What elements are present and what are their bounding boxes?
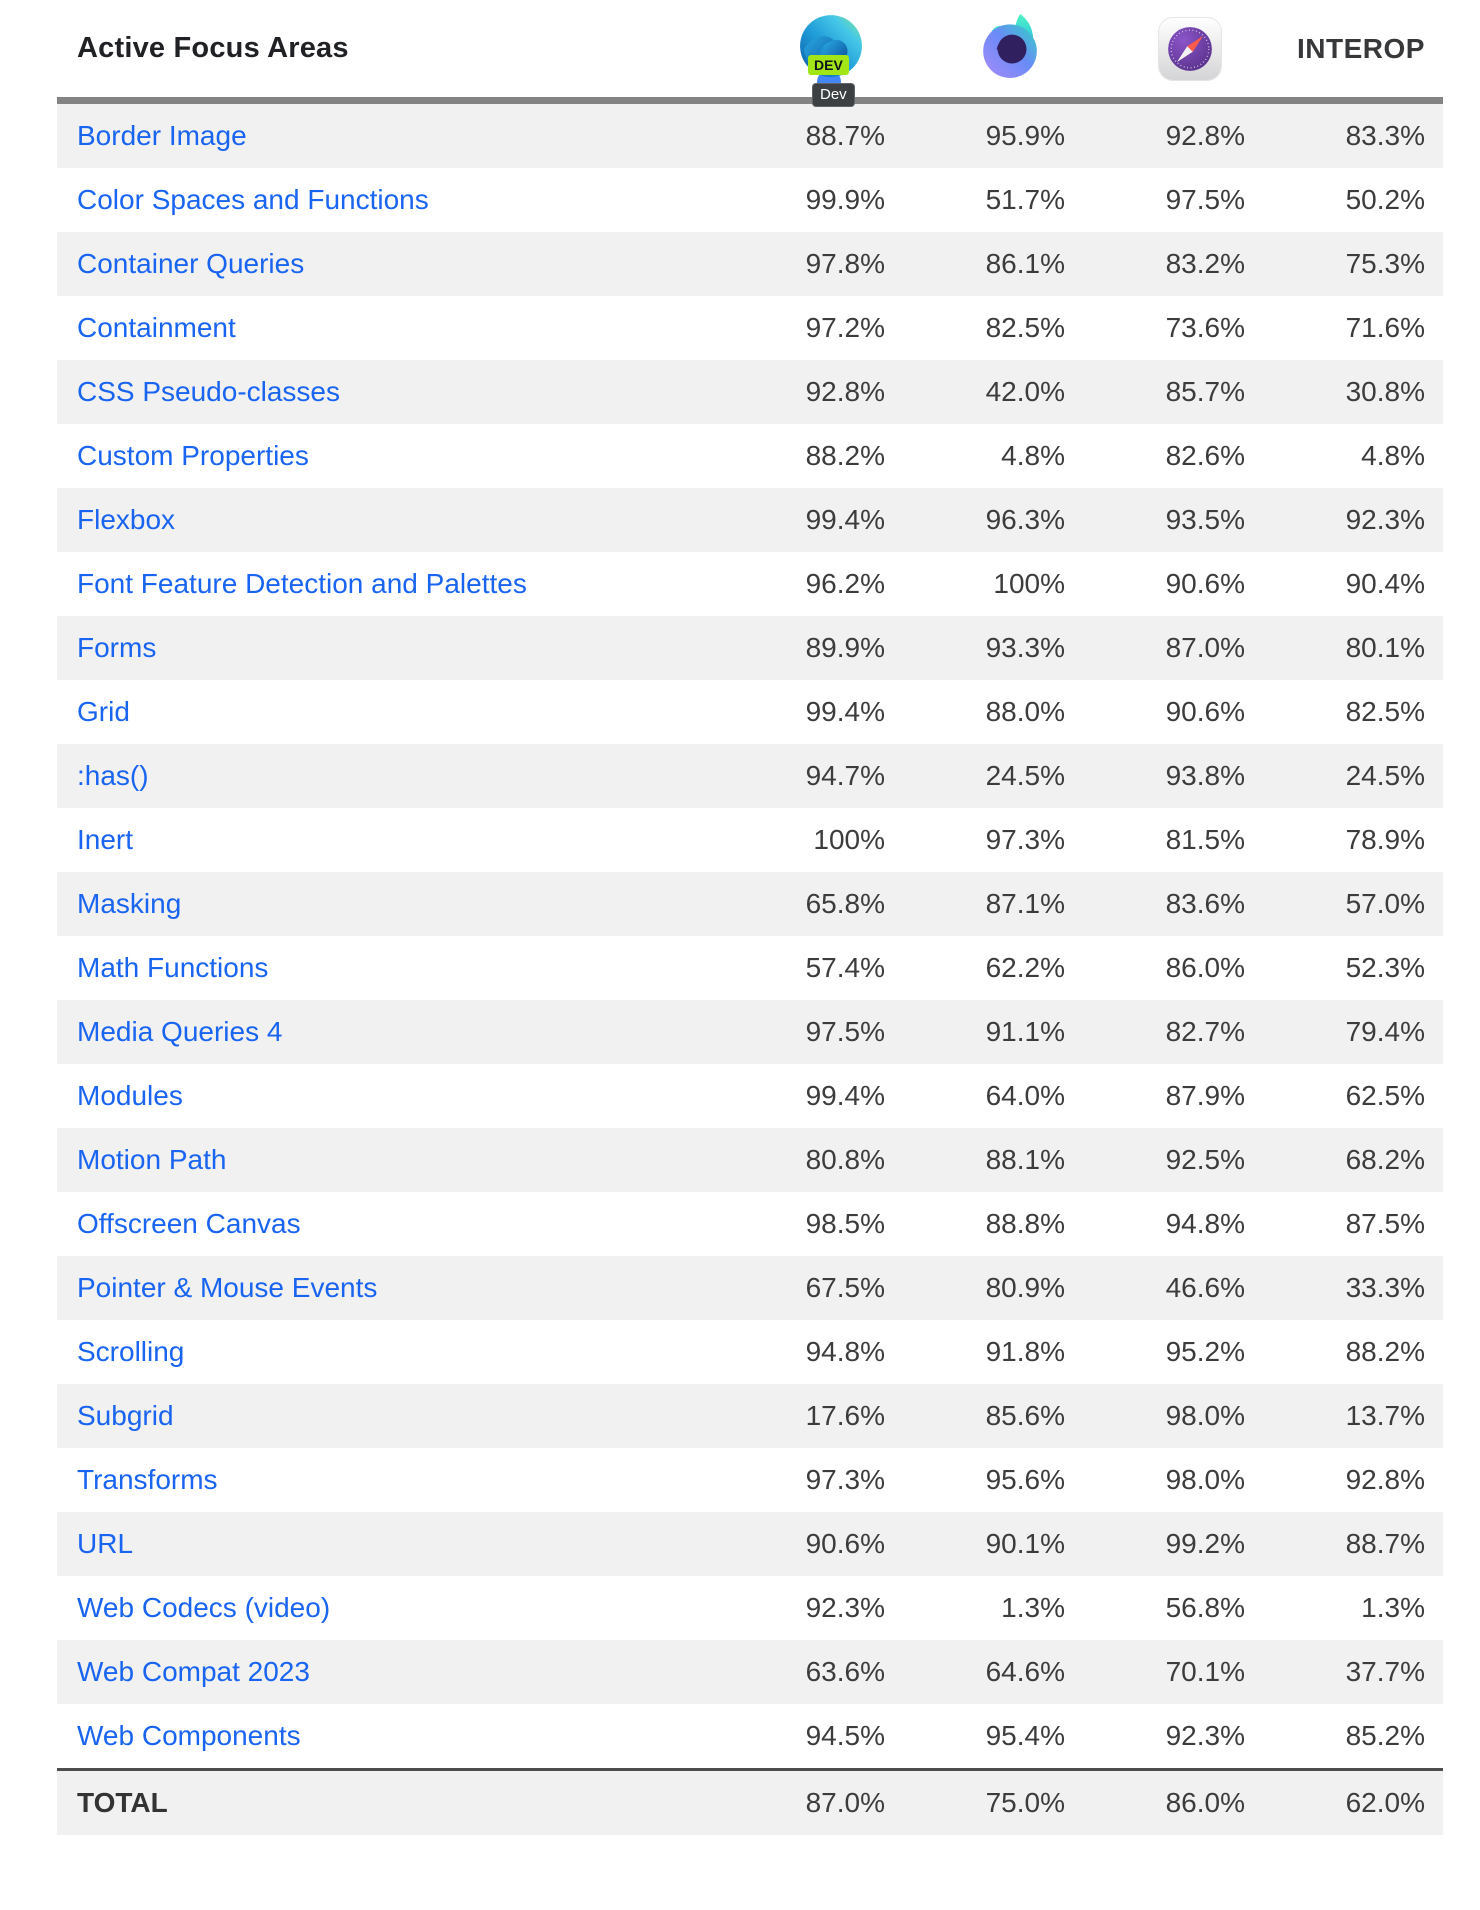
score-interop: 79.4%	[1345, 1016, 1425, 1047]
score-safari: 81.5%	[1165, 824, 1245, 855]
table-row	[57, 232, 1443, 296]
table-row	[57, 1320, 1443, 1384]
table-row	[57, 1256, 1443, 1320]
score-safari: 92.5%	[1165, 1144, 1245, 1175]
score-interop: 82.5%	[1345, 696, 1425, 727]
score-firefox: 87.1%	[985, 888, 1065, 919]
score-chrome-edge: 97.3%	[805, 1464, 885, 1495]
score-interop: 75.3%	[1345, 248, 1425, 279]
score-safari: 46.6%	[1165, 1272, 1245, 1303]
focus-area-link[interactable]: Color Spaces and Functions	[77, 184, 429, 215]
table-row	[57, 680, 1443, 744]
table-row	[57, 1000, 1443, 1064]
chrome-edge-column-header	[705, 13, 885, 103]
total-score-chrome-edge: 87.0%	[805, 1787, 885, 1818]
table-row	[57, 1128, 1443, 1192]
chrome-dev-badge: Dev	[812, 83, 855, 107]
focus-area-link[interactable]: Media Queries 4	[77, 1016, 283, 1047]
table-row	[57, 808, 1443, 872]
score-safari: 85.7%	[1165, 376, 1245, 407]
table-row	[57, 1448, 1443, 1512]
score-chrome-edge: 94.5%	[805, 1720, 885, 1751]
score-chrome-edge: 67.5%	[805, 1272, 885, 1303]
score-safari: 86.0%	[1165, 952, 1245, 983]
score-firefox: 97.3%	[985, 824, 1065, 855]
score-chrome-edge: 100%	[813, 824, 885, 855]
score-interop: 87.5%	[1345, 1208, 1425, 1239]
score-safari: 98.0%	[1165, 1464, 1245, 1495]
focus-area-link[interactable]: Web Codecs (video)	[77, 1592, 331, 1623]
score-chrome-edge: 17.6%	[805, 1400, 885, 1431]
table-row	[57, 1576, 1443, 1640]
score-interop: 37.7%	[1345, 1656, 1425, 1687]
score-safari: 70.1%	[1165, 1656, 1245, 1687]
score-safari: 90.6%	[1165, 568, 1245, 599]
score-firefox: 64.6%	[985, 1656, 1065, 1687]
table-row	[57, 1064, 1443, 1128]
score-chrome-edge: 88.7%	[805, 120, 885, 151]
score-firefox: 96.3%	[985, 504, 1065, 535]
score-chrome-edge: 63.6%	[805, 1656, 885, 1687]
focus-area-link[interactable]: Flexbox	[77, 504, 176, 535]
score-chrome-edge: 97.2%	[805, 312, 885, 343]
table-row	[57, 936, 1443, 1000]
score-firefox: 88.8%	[985, 1208, 1065, 1239]
focus-area-link[interactable]: Math Functions	[77, 952, 269, 983]
table-row	[57, 1640, 1443, 1704]
score-interop: 4.8%	[1361, 440, 1425, 471]
safari-column-header	[1065, 18, 1245, 80]
score-firefox: 95.6%	[985, 1464, 1065, 1495]
score-chrome-edge: 92.8%	[805, 376, 885, 407]
focus-area-link[interactable]: Offscreen Canvas	[77, 1208, 301, 1239]
score-chrome-edge: 97.5%	[805, 1016, 885, 1047]
score-interop: 62.5%	[1345, 1080, 1425, 1111]
score-interop: 85.2%	[1345, 1720, 1425, 1751]
focus-area-link[interactable]: Scrolling	[77, 1336, 185, 1367]
score-firefox: 88.1%	[985, 1144, 1065, 1175]
firefox-nightly-icon	[977, 13, 1043, 84]
score-firefox: 91.8%	[985, 1336, 1065, 1367]
focus-area-link[interactable]: Transforms	[77, 1464, 218, 1495]
score-chrome-edge: 92.3%	[805, 1592, 885, 1623]
score-firefox: 100%	[993, 568, 1065, 599]
score-chrome-edge: 97.8%	[805, 248, 885, 279]
firefox-column-header	[885, 13, 1065, 84]
score-firefox: 80.9%	[985, 1272, 1065, 1303]
focus-area-link[interactable]: URL	[77, 1528, 134, 1559]
score-firefox: 4.8%	[1001, 440, 1065, 471]
edge-dev-icon	[798, 13, 864, 84]
score-chrome-edge: 99.9%	[805, 184, 885, 215]
score-safari: 95.2%	[1165, 1336, 1245, 1367]
focus-area-link[interactable]: Font Feature Detection and Palettes	[77, 568, 527, 599]
focus-area-link[interactable]: Modules	[77, 1080, 183, 1111]
table-row	[57, 552, 1443, 616]
score-chrome-edge: 99.4%	[805, 696, 885, 727]
score-interop: 68.2%	[1345, 1144, 1425, 1175]
table-header	[57, 0, 1443, 104]
score-safari: 87.9%	[1165, 1080, 1245, 1111]
score-chrome-edge: 80.8%	[805, 1144, 885, 1175]
score-firefox: 1.3%	[1001, 1592, 1065, 1623]
table-row	[57, 168, 1443, 232]
score-firefox: 51.7%	[985, 184, 1065, 215]
score-safari: 87.0%	[1165, 632, 1245, 663]
table-row	[57, 744, 1443, 808]
edge-dev-badge: DEV	[808, 55, 849, 75]
score-chrome-edge: 99.4%	[805, 1080, 885, 1111]
score-interop: 57.0%	[1345, 888, 1425, 919]
score-interop: 92.8%	[1345, 1464, 1425, 1495]
focus-area-link[interactable]: CSS Pseudo-classes	[77, 376, 341, 407]
table-row	[57, 488, 1443, 552]
score-interop: 71.6%	[1345, 312, 1425, 343]
table-row	[57, 1384, 1443, 1448]
focus-area-link[interactable]: Forms	[77, 632, 157, 663]
score-firefox: 90.1%	[985, 1528, 1065, 1559]
interop-dashboard-table	[57, 0, 1443, 1835]
score-firefox: 62.2%	[985, 952, 1065, 983]
score-safari: 82.7%	[1165, 1016, 1245, 1047]
score-chrome-edge: 65.8%	[805, 888, 885, 919]
table-row	[57, 1192, 1443, 1256]
focus-area-link[interactable]: Motion Path	[77, 1144, 227, 1175]
score-interop: 13.7%	[1345, 1400, 1425, 1431]
score-firefox: 85.6%	[985, 1400, 1065, 1431]
table-row	[57, 616, 1443, 680]
table-row	[57, 1512, 1443, 1576]
score-safari: 92.8%	[1165, 120, 1245, 151]
score-interop: 88.2%	[1345, 1336, 1425, 1367]
score-safari: 92.3%	[1165, 1720, 1245, 1751]
focus-area-link[interactable]: Container Queries	[77, 248, 305, 279]
focus-area-link[interactable]: Grid	[77, 696, 130, 727]
total-score-interop: 62.0%	[1345, 1787, 1425, 1818]
score-firefox: 93.3%	[985, 632, 1065, 663]
score-safari: 56.8%	[1165, 1592, 1245, 1623]
score-interop: 30.8%	[1345, 376, 1425, 407]
table-row	[57, 296, 1443, 360]
score-interop: 92.3%	[1345, 504, 1425, 535]
score-firefox: 82.5%	[985, 312, 1065, 343]
score-firefox: 88.0%	[985, 696, 1065, 727]
total-row	[57, 1768, 1443, 1835]
safari-technology-preview-icon	[1159, 18, 1221, 80]
score-safari: 90.6%	[1165, 696, 1245, 727]
score-chrome-edge: 96.2%	[805, 568, 885, 599]
score-firefox: 95.9%	[985, 120, 1065, 151]
focus-area-link[interactable]: Masking	[77, 888, 182, 919]
table-row	[57, 1704, 1443, 1768]
score-safari: 73.6%	[1165, 312, 1245, 343]
score-safari: 83.6%	[1165, 888, 1245, 919]
focus-area-link[interactable]: Border Image	[77, 120, 247, 151]
table-row	[57, 872, 1443, 936]
score-interop: 80.1%	[1345, 632, 1425, 663]
table-row	[57, 424, 1443, 488]
score-chrome-edge: 88.2%	[805, 440, 885, 471]
score-safari: 97.5%	[1165, 184, 1245, 215]
score-interop: 33.3%	[1345, 1272, 1425, 1303]
score-interop: 88.7%	[1345, 1528, 1425, 1559]
score-firefox: 42.0%	[985, 376, 1065, 407]
score-interop: 52.3%	[1345, 952, 1425, 983]
total-score-safari: 86.0%	[1165, 1787, 1245, 1818]
score-firefox: 64.0%	[985, 1080, 1065, 1111]
score-safari: 83.2%	[1165, 248, 1245, 279]
score-safari: 93.8%	[1165, 760, 1245, 791]
score-chrome-edge: 57.4%	[805, 952, 885, 983]
focus-area-link[interactable]: Web Components	[77, 1720, 301, 1751]
score-chrome-edge: 99.4%	[805, 504, 885, 535]
score-firefox: 24.5%	[985, 760, 1065, 791]
page-title: Active Focus Areas	[77, 32, 349, 64]
score-interop: 90.4%	[1345, 568, 1425, 599]
score-chrome-edge: 89.9%	[805, 632, 885, 663]
score-safari: 99.2%	[1165, 1528, 1245, 1559]
score-safari: 94.8%	[1165, 1208, 1245, 1239]
total-label: TOTAL	[77, 1787, 168, 1818]
score-interop: 24.5%	[1345, 760, 1425, 791]
focus-area-link[interactable]: Custom Properties	[77, 440, 309, 471]
table-row	[57, 104, 1443, 168]
score-firefox: 95.4%	[985, 1720, 1065, 1751]
score-firefox: 91.1%	[985, 1016, 1065, 1047]
score-chrome-edge: 90.6%	[805, 1528, 885, 1559]
focus-area-link[interactable]: Web Compat 2023	[77, 1656, 310, 1687]
score-chrome-edge: 98.5%	[805, 1208, 885, 1239]
score-interop: 1.3%	[1361, 1592, 1425, 1623]
focus-area-link[interactable]: Containment	[77, 312, 236, 343]
table-body	[57, 104, 1443, 1768]
total-score-firefox: 75.0%	[985, 1787, 1065, 1818]
table-row	[57, 360, 1443, 424]
focus-area-link[interactable]: Subgrid	[77, 1400, 174, 1431]
score-safari: 93.5%	[1165, 504, 1245, 535]
score-safari: 82.6%	[1165, 440, 1245, 471]
score-chrome-edge: 94.7%	[805, 760, 885, 791]
score-interop: 50.2%	[1345, 184, 1425, 215]
score-interop: 78.9%	[1345, 824, 1425, 855]
score-chrome-edge: 94.8%	[805, 1336, 885, 1367]
interop-column-header: INTEROP	[1297, 32, 1425, 64]
score-firefox: 86.1%	[985, 248, 1065, 279]
focus-area-link[interactable]: Inert	[77, 824, 134, 855]
focus-area-link[interactable]: Pointer & Mouse Events	[77, 1272, 378, 1303]
score-safari: 98.0%	[1165, 1400, 1245, 1431]
focus-area-link[interactable]: :has()	[77, 760, 149, 791]
score-interop: 83.3%	[1345, 120, 1425, 151]
